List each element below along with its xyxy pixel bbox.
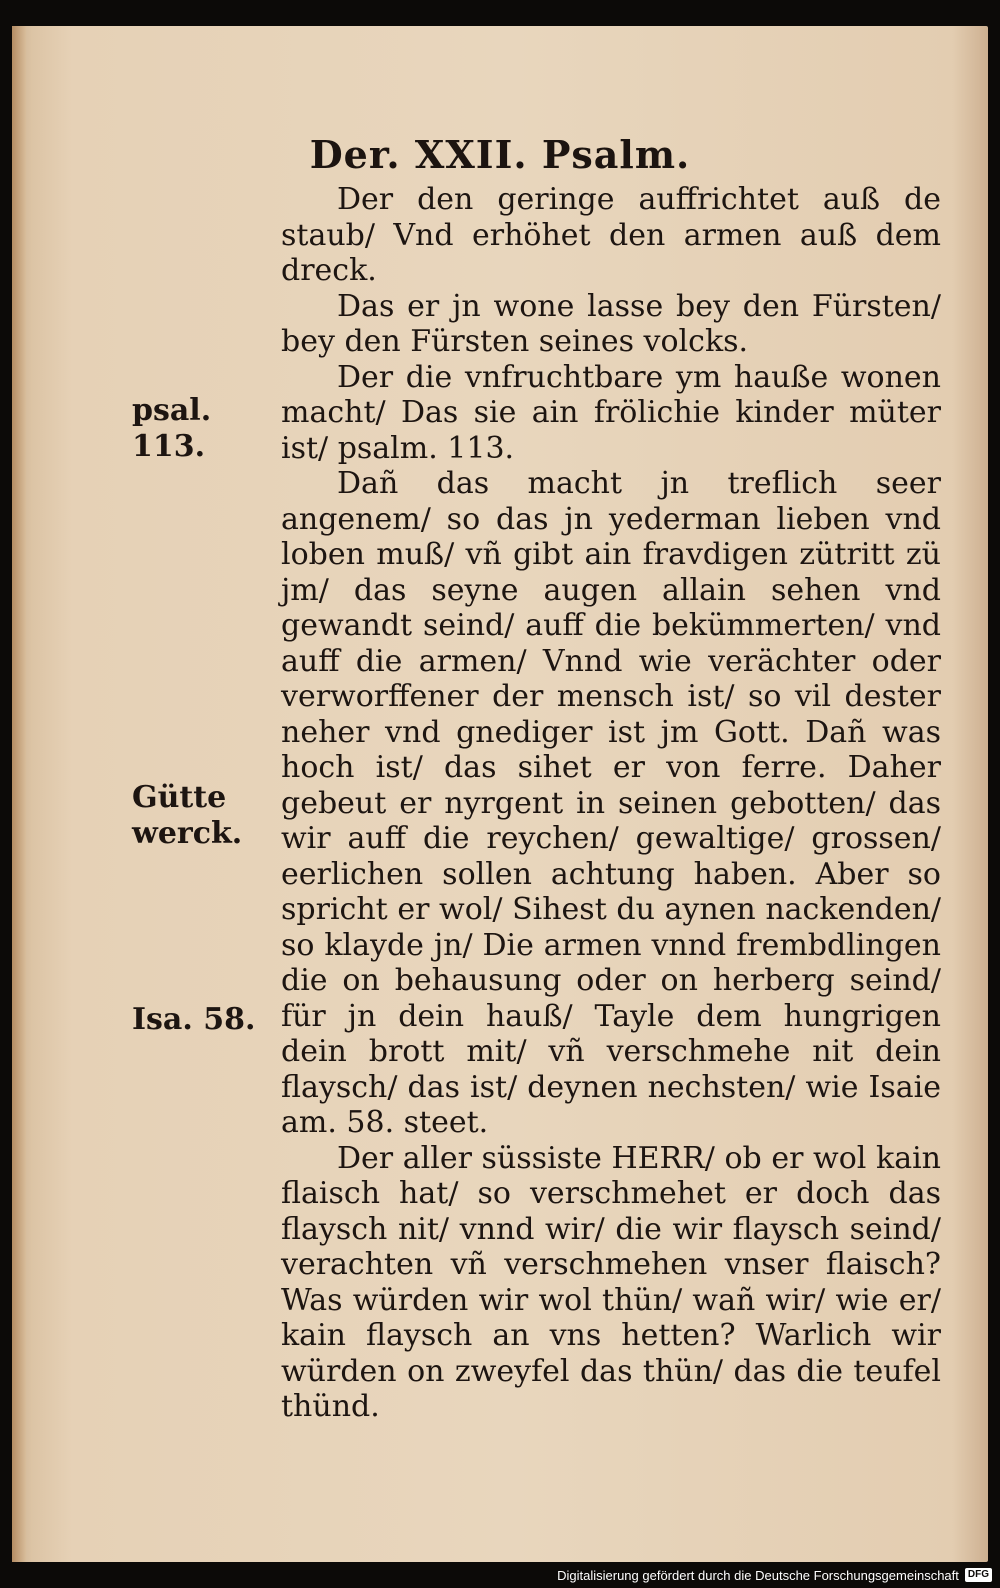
- running-head: Der. XXII. Psalm.: [309, 132, 691, 177]
- margin-note-isaiah-ref: Isa. 58.: [132, 1002, 256, 1037]
- paragraph-1: Der den geringe auffrichtet auß de staub/ Vnd erhöhet den armen auß dem dreck.: [281, 182, 941, 288]
- footer-credit: [557, 1564, 992, 1586]
- page-gutter-edge: [12, 26, 26, 1562]
- footer-credit-text: Digitalisierung gefördert durch die Deutsche Forschungsgemeinschaft: [557, 1567, 959, 1583]
- paragraph-5: Der aller süssiste HERR/ ob er wol kain flaisch hat/ so verschmehet er doch das flaysch nit/ vnnd wir/ die wir flaysch seind/ verachten vñ verschmehen vnser flaisch? Was würden wir wol thün/ wañ wir/ wie er/ kain flaysch an vns hetten? Warlich wir würden on zweyfel das thün/ das die teufel thünd.: [281, 1140, 941, 1424]
- margin-note-psalm-ref: psal. 113.: [132, 393, 212, 464]
- paragraph-4: Dañ das macht jn treflich seer angenem/ so das jn yederman lieben vnd loben muß/ vñ gibt ain fravdigen zütritt zü jm/ das seyne augen allain sehen vnd gewandt seind/ auff die bekümmerten/ vnd auff die armen/ Vnnd wie verächter oder verworffener der mensch ist/ so vil dester neher vnd gnediger ist jm Gott. Dañ was hoch ist/ das sihet er von ferre. Daher gebeut er nyrgent in seinen gebotten/ das wir auff die reychen/ gewaltige/ grossen/ eerlichen sollen achtung haben. Aber so spricht er wol/ Sihest du aynen nackenden/ so klayde jn/ Die armen vnnd frembdlingen die on behausung oder on herberg seind/ für jn dein hauß/ Tayle dem hungrigen dein brott mit/ vñ verschmehe nit dein flaysch/ das ist/ deynen nechsten/ wie Isaie am. 58. steet.: [281, 466, 941, 1140]
- body-text: [281, 182, 941, 1425]
- paragraph-2: Das er jn wone lasse bey den Fürsten/ bey den Fürsten seines volcks.: [281, 288, 941, 359]
- margin-note-good-works: Gütte werck.: [132, 780, 243, 851]
- paragraph-3: Der die vnfruchtbare ym hauße wonen macht/ Das sie ain frölichie kinder müter ist/ psalm. 113.: [281, 359, 941, 466]
- dfg-logo: DFG: [965, 1568, 992, 1582]
